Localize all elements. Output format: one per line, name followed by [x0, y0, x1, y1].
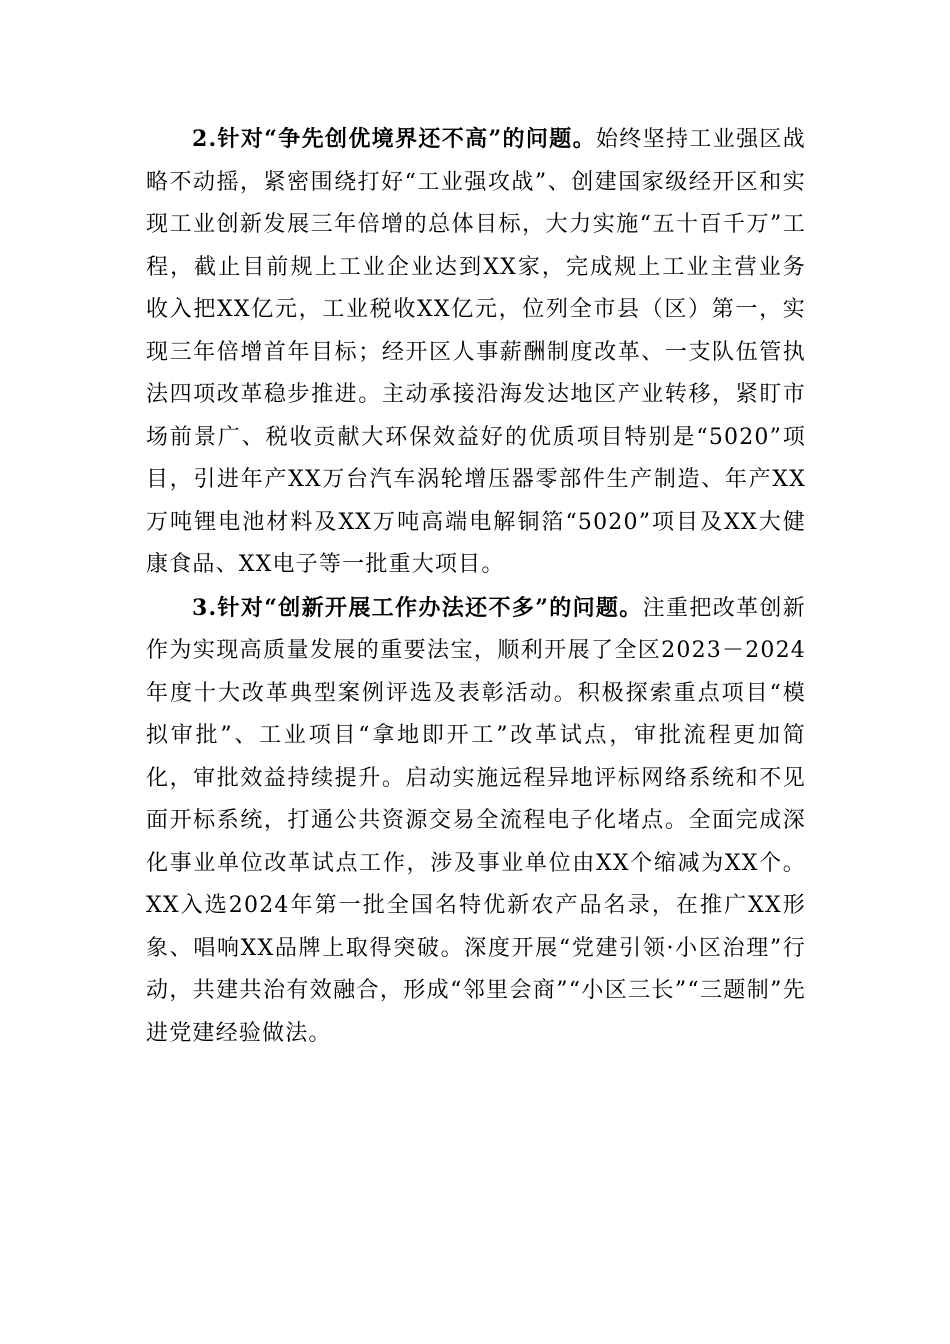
- paragraph-3-body: 注重把改革创新作为实现高质量发展的重要法宝，顺利开展了全区2023－2024年度十大改革典型案例评选及表彰活动。积极探索重点项目“模拟审批”、工业项目“拿地即开工”改革试点，审批流程更加简化，审批效益持续提升。启动实施远程异地评标网络系统和不见面开标系统，打通公共资源交易全流程电子化堵点。全面完成深化事业单位改革试点工作，涉及事业单位由XX个缩减为XX个。XX入选2024年第一批全国名特优新农产品名录，在推广XX形象、唱响XX品牌上取得突破。深度开展“党建引领·小区治理”行动，共建共治有效融合，形成“邻里会商”“小区三长”“三题制”先进党建经验做法。: [146, 595, 806, 1046]
- paragraph-2-heading: 2.针对“争先创优境界还不高”的问题。: [192, 126, 596, 152]
- document-body: [146, 118, 806, 1055]
- paragraph-3: [146, 587, 806, 1056]
- paragraph-2-body: 始终坚持工业强区战略不动摇，紧密围绕打好“工业强攻战”、创建国家级经开区和实现工业创新发展三年倍增的总体目标，大力实施“五十百千万”工程，截止目前规上工业企业达到XX家，完成规上工业主营业务收入把XX亿元，工业税收XX亿元，位列全市县（区）第一，实现三年倍增首年目标；经开区人事薪酬制度改革、一支队伍管执法四项改革稳步推进。主动承接沿海发达地区产业转移，紧盯市场前景广、税收贡献大环保效益好的优质项目特别是“5020”项目，引进年产XX万台汽车涡轮增压器零部件生产制造、年产XX万吨锂电池材料及XX万吨高端电解铜箔“5020”项目及XX大健康食品、XX电子等一批重大项目。: [146, 127, 806, 577]
- paragraph-3-heading: 3.针对“创新开展工作办法还不多”的问题。: [192, 594, 643, 621]
- paragraph-2: [146, 118, 806, 587]
